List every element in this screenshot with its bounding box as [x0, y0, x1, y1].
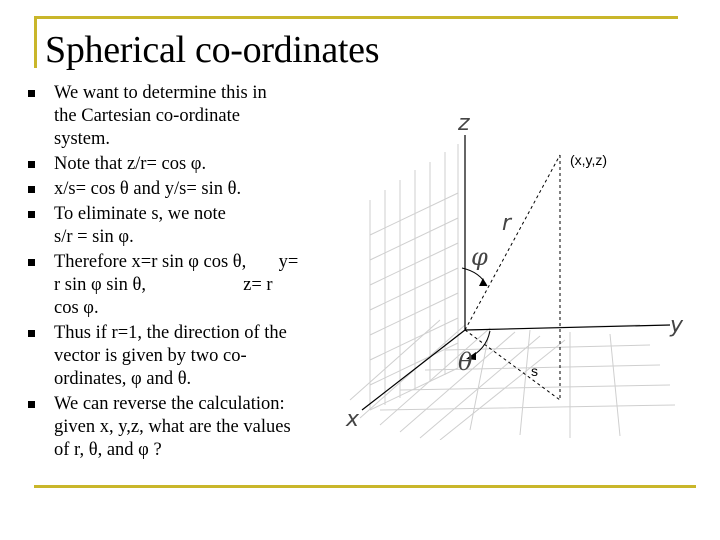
bullet-line: r sin φ sin θ, z= r	[54, 275, 273, 295]
bullet-square-icon	[28, 90, 35, 97]
bullet-item	[28, 178, 348, 201]
z-axis-label: z	[458, 111, 470, 136]
bullet-square-icon	[28, 330, 35, 337]
bullet-line: ordinates, φ and θ.	[54, 369, 192, 389]
bullet-square-icon	[28, 161, 35, 168]
bullet-line: To eliminate s, we note	[54, 204, 226, 224]
bullet-line: Thus if r=1, the direction of the	[54, 323, 287, 343]
bullet-square-icon	[28, 186, 35, 193]
bullet-item	[28, 322, 348, 391]
bullet-item	[28, 153, 348, 176]
frame-bottom-line	[34, 485, 696, 488]
y-axis-line	[465, 325, 670, 330]
bullet-line: given x, y,z, what are the values	[54, 417, 291, 437]
bullet-line: x/s= cos θ and y/s= sin θ.	[54, 179, 242, 199]
bullet-line: the Cartesian co-ordinate	[54, 106, 240, 126]
s-projection-line	[465, 330, 560, 400]
bullet-item	[28, 82, 348, 151]
r-label: r	[502, 211, 512, 236]
slide-title: Spherical co-ordinates	[45, 29, 380, 71]
bullet-line: s/r = sin φ.	[54, 227, 134, 247]
bullet-line: vector is given by two co-	[54, 346, 247, 366]
phi-arrowhead	[479, 278, 487, 286]
bullet-line: Therefore x=r sin φ cos θ, y=	[54, 252, 299, 272]
point-label: (x,y,z)	[570, 152, 608, 168]
bullet-item	[28, 203, 348, 249]
phi-label: φ	[471, 243, 488, 271]
bullet-square-icon	[28, 259, 35, 266]
grid-lines	[350, 144, 675, 440]
frame-top-line	[34, 16, 678, 19]
axes	[362, 135, 670, 410]
bullet-square-icon	[28, 211, 35, 218]
bullet-line: We can reverse the calculation:	[54, 394, 285, 414]
x-axis-label: x	[346, 407, 360, 432]
s-label: s	[531, 363, 538, 379]
bullet-line: system.	[54, 129, 111, 149]
bullet-line: of r, θ, and φ ?	[54, 440, 162, 460]
spherical-coordinates-diagram	[340, 100, 700, 440]
x-axis-line	[362, 330, 465, 410]
bullet-item	[28, 393, 348, 462]
bullet-line: We want to determine this in	[54, 83, 267, 103]
bullet-item	[28, 251, 348, 320]
bullet-line: cos φ.	[54, 298, 99, 318]
bullet-line: Note that z/r= cos φ.	[54, 154, 207, 174]
bullet-list	[28, 82, 348, 464]
theta-label: θ	[458, 348, 473, 376]
frame-left-line	[34, 16, 37, 68]
y-axis-label: y	[670, 313, 684, 338]
bullet-square-icon	[28, 401, 35, 408]
